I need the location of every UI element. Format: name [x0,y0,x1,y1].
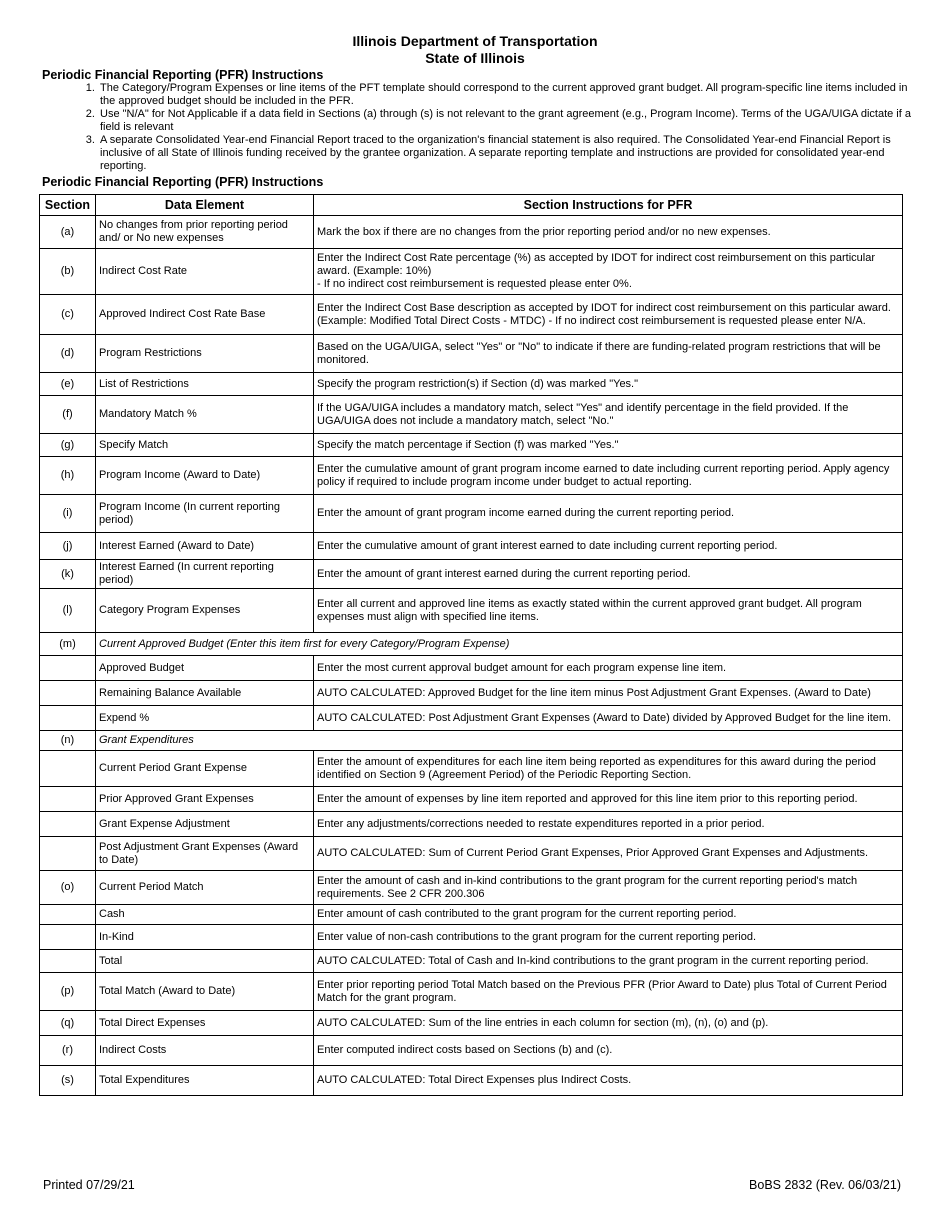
instruction-item: 3. A separate Consolidated Year-end Financial Report traced to the organization's financial statement is also required. The Consolidated Year-end Financial Report is inclusive of all State of Illinois funding received by the grantee organization. A separate reporting template and instructions are provided for consolidated year-end reporting. [98,134,918,173]
section-cell: (f) [40,396,96,434]
instruction-text: AUTO CALCULATED: Sum of Current Period Grant Expenses, Prior Approved Grant Expenses and Adjustments. [317,847,869,859]
data-element-cell: Total Expenditures [96,1066,314,1096]
data-element-cell: In-Kind [96,925,314,950]
instruction-cell [314,295,903,335]
instruction-cell [314,871,903,905]
instruction-cell [314,837,903,871]
instructions-heading: Periodic Financial Reporting (PFR) Instructions [42,68,324,82]
table-row [40,335,903,373]
data-element-cell: No changes from prior reporting period and/ or No new expenses [96,216,314,249]
instruction-text: Enter prior reporting period Total Match based on the Previous PFR (Prior Award to Date) plus Total of Current Period Match for the grant program. [317,978,887,1004]
table-row [40,871,903,905]
table-header-row [40,195,903,216]
instruction-item: 2. Use "N/A" for Not Applicable if a data field in Sections (a) through (s) is not relevant to the grant agreement (e.g., Program Income). Terms of the UGA/UIGA dictate if a field is relevant [98,108,918,134]
instruction-text: Enter the most current approval budget amount for each program expense line item. [317,661,727,674]
table-row [40,457,903,495]
instruction-text: Enter the amount of cash and in-kind contributions to the grant program for the current reporting period's match requirements. See 2 CFR 200.306 [317,874,858,900]
instruction-text: Enter value of non-cash contributions to the grant program for the current reporting period. [317,930,757,943]
data-element-cell: Total Match (Award to Date) [96,973,314,1011]
table-row [40,373,903,396]
section-cell: (n) [40,731,96,751]
instruction-cell [314,373,903,396]
instruction-text: AUTO CALCULATED: Total Direct Expenses plus Indirect Costs. [317,1074,632,1086]
section-cell: (d) [40,335,96,373]
table-row [40,533,903,560]
instruction-text: Specify the match percentage if Section (f) was marked "Yes." [317,438,619,451]
instruction-cell [314,681,903,706]
section-cell: (k) [40,560,96,589]
form-id: BoBS 2832 (Rev. 06/03/21) [749,1178,901,1192]
column-header-instructions: Section Instructions for PFR [314,195,903,216]
section-cell [40,656,96,681]
instruction-text: Based on the UGA/UIGA, select "Yes" or "No" to indicate if there are funding-related program restrictions that will be monitored. [317,340,881,366]
data-element-cell: Interest Earned (In current reporting period) [96,560,314,589]
data-element-cell: Prior Approved Grant Expenses [96,787,314,812]
instruction-cell [314,495,903,533]
instruction-text: Enter the amount of expenses by line item reported and approved for this line item prior to this reporting period. [317,792,858,805]
instruction-cell [314,560,903,589]
instruction-cell [314,216,903,249]
section-cell: (i) [40,495,96,533]
instruction-cell [314,656,903,681]
section-cell: (h) [40,457,96,495]
table-row [40,973,903,1011]
instruction-text: Enter the cumulative amount of grant interest earned to date including current reporting period. [317,539,778,552]
data-element-cell: Post Adjustment Grant Expenses (Award to Date) [96,837,314,871]
data-element-cell: Expend % [96,706,314,731]
data-element-cell: Grant Expense Adjustment [96,812,314,837]
data-element-cell: Total Direct Expenses [96,1011,314,1036]
table-row [40,812,903,837]
table-row [40,905,903,925]
table-row [40,396,903,434]
data-element-cell: Program Income (In current reporting period) [96,495,314,533]
data-element-cell: List of Restrictions [96,373,314,396]
instruction-cell [314,973,903,1011]
instruction-text: AUTO CALCULATED: Post Adjustment Grant Expenses (Award to Date) divided by Approved Budget for the line item. [317,711,892,724]
agency-title: Illinois Department of Transportation [352,33,598,49]
table-row [40,495,903,533]
section-cell [40,837,96,871]
section-cell: (j) [40,533,96,560]
data-element-cell: Approved Indirect Cost Rate Base [96,295,314,335]
section-cell: (p) [40,973,96,1011]
section-cell [40,950,96,973]
instruction-cell [314,457,903,495]
table-row [40,295,903,335]
section-cell [40,681,96,706]
instruction-text: Enter the amount of grant interest earned during the current reporting period. [317,567,691,580]
instruction-text: Enter amount of cash contributed to the grant program for the current reporting period. [317,908,737,920]
table-row [40,633,903,656]
table-row [40,706,903,731]
data-element-cell: Category Program Expenses [96,589,314,633]
instruction-cell [314,589,903,633]
instruction-text: Enter the cumulative amount of grant program income earned to date including current reporting period. Apply agency policy if required to include program income under budget to actual reporting. [317,462,890,488]
table-row [40,589,903,633]
instruction-text: Enter the Indirect Cost Base description as accepted by IDOT for indirect cost reimbursement on this particular award. (Example: Modified Total Direct Costs - MTDC) - If no indirect cost reimbursement is requested please enter N/A. [317,301,891,327]
instruction-text: Specify the program restriction(s) if Section (d) was marked "Yes." [317,377,639,390]
group-label-cell: Grant Expenditures [96,731,903,751]
printed-date: Printed 07/29/21 [43,1178,135,1192]
pfr-instructions-table [39,194,903,1096]
section-cell: (a) [40,216,96,249]
instruction-text: Enter the amount of grant program income earned during the current reporting period. [317,507,735,519]
section-cell: (r) [40,1036,96,1066]
data-element-cell: Program Income (Award to Date) [96,457,314,495]
section-cell: (c) [40,295,96,335]
instruction-cell [314,751,903,787]
table-row [40,731,903,751]
instruction-text: Enter any adjustments/corrections needed to restate expenditures reported in a prior period. [317,817,765,830]
instruction-cell [314,396,903,434]
instruction-text: Enter the Indirect Cost Rate percentage (%) as accepted by IDOT for indirect cost reimbursement on this particular award. (Example: 10%) [317,252,875,277]
section-cell: (s) [40,1066,96,1096]
table-row [40,216,903,249]
data-element-cell: Current Period Match [96,871,314,905]
instruction-cell [314,925,903,950]
instruction-text: AUTO CALCULATED: Approved Budget for the line item minus Post Adjustment Grant Expenses. (Award to Date) [317,686,871,699]
instruction-text: AUTO CALCULATED: Sum of the line entries in each column for section (m), (n), (o) and (p). [317,1016,769,1029]
data-element-cell: Approved Budget [96,656,314,681]
section-cell: (g) [40,434,96,457]
column-header-data-element: Data Element [96,195,314,216]
instruction-cell [314,905,903,925]
state-title: State of Illinois [425,50,525,66]
data-element-cell: Current Period Grant Expense [96,751,314,787]
section-cell: (l) [40,589,96,633]
data-element-cell: Remaining Balance Available [96,681,314,706]
data-element-cell: Cash [96,905,314,925]
instruction-cell [314,434,903,457]
table-heading: Periodic Financial Reporting (PFR) Instructions [42,175,324,189]
instruction-cell [314,812,903,837]
data-element-cell: Total [96,950,314,973]
section-cell [40,751,96,787]
instruction-cell [314,1036,903,1066]
instruction-cell [314,533,903,560]
instruction-cell [314,1011,903,1036]
instruction-cell [314,1066,903,1096]
instruction-text: Mark the box if there are no changes from the prior reporting period and/or no new expenses. [317,225,771,238]
instructions-list [78,82,918,173]
section-cell [40,787,96,812]
data-element-cell: Indirect Costs [96,1036,314,1066]
instruction-item: 1. The Category/Program Expenses or line items of the PFT template should correspond to the current approved grant budget. All program-specific line items included in the approved budget should be included in the PFR. [98,82,918,108]
section-cell: (m) [40,633,96,656]
data-element-cell: Program Restrictions [96,335,314,373]
section-cell: (o) [40,871,96,905]
table-row [40,950,903,973]
section-cell [40,925,96,950]
section-cell: (q) [40,1011,96,1036]
table-row [40,1036,903,1066]
data-element-cell: Interest Earned (Award to Date) [96,533,314,560]
section-cell [40,905,96,925]
document-header [0,33,950,67]
table-row [40,925,903,950]
instruction-cell [314,335,903,373]
section-cell: (b) [40,249,96,295]
instruction-text: Enter computed indirect costs based on Sections (b) and (c). [317,1044,613,1056]
table-row [40,434,903,457]
section-cell [40,706,96,731]
group-label-cell: Current Approved Budget (Enter this item first for every Category/Program Expense) [96,633,903,656]
table-row [40,787,903,812]
table-row [40,1066,903,1096]
instruction-cell [314,249,903,295]
table-row [40,249,903,295]
instruction-text: AUTO CALCULATED: Total of Cash and In-kind contributions to the grant program in the current reporting period. [317,954,869,967]
table-row [40,837,903,871]
instruction-cell [314,706,903,731]
section-cell [40,812,96,837]
table-row [40,560,903,589]
instruction-text: Enter all current and approved line items as exactly stated within the current approved grant budget. All program expenses must align with specified line items. [317,597,862,623]
instruction-cell [314,950,903,973]
instruction-note: - If no indirect cost reimbursement is requested please enter 0%. [317,278,632,290]
table-row [40,681,903,706]
instruction-text: If the UGA/UIGA includes a mandatory match, select "Yes" and identify percentage in the field provided. If the UGA/UIGA does not include a mandatory match, select "No." [317,401,849,427]
table-row [40,656,903,681]
data-element-cell: Specify Match [96,434,314,457]
table-row [40,1011,903,1036]
data-element-cell: Indirect Cost Rate [96,249,314,295]
data-element-cell: Mandatory Match % [96,396,314,434]
column-header-section: Section [40,195,96,216]
instruction-cell [314,787,903,812]
section-cell: (e) [40,373,96,396]
table-row [40,751,903,787]
instruction-text: Enter the amount of expenditures for each line item being reported as expenditures for this award during the period identified on Section 9 (Agreement Period) of the Periodic Reporting Section. [317,755,876,781]
